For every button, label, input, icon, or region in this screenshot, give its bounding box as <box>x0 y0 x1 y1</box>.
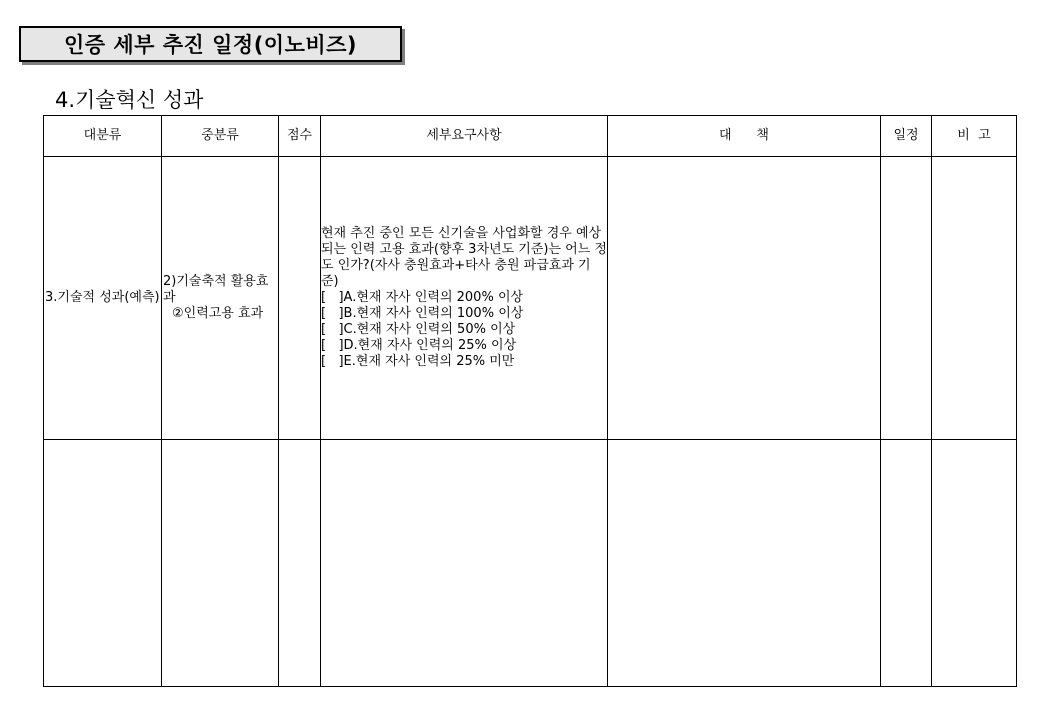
page-title: 인증 세부 추진 일정(이노비즈) <box>19 26 402 62</box>
table-row <box>44 157 1017 440</box>
score-cell <box>279 157 321 440</box>
table-header-row <box>44 116 1017 157</box>
major-category-cell <box>44 157 162 440</box>
measures-cell <box>608 157 881 440</box>
empty-cell <box>321 440 608 687</box>
option-c: [ ]C.현재 자사 인력의 50% 이상 <box>321 322 516 337</box>
column-header-measures: 대 책 <box>608 116 881 157</box>
option-a: [ ]A.현재 자사 인력의 200% 이상 <box>321 290 524 305</box>
major-category-text: 3.기술적 성과(예측) <box>45 290 160 305</box>
column-header-sub-category: 중분류 <box>162 116 279 157</box>
option-e: [ ]E.현재 자사 인력의 25% 미만 <box>321 354 515 369</box>
table-row-empty <box>44 440 1017 687</box>
section-title: 4.기술혁신 성과 <box>55 88 204 112</box>
column-header-score: 점수 <box>279 116 321 157</box>
requirement-question: 현재 추진 중인 모든 신기술을 사업화할 경우 예상되는 인력 고용 효과(향후 3차년도 기준)는 어느 정도 인가?(자사 충원효과+타사 충원 파급효과 기준) <box>321 226 607 289</box>
empty-cell <box>881 440 932 687</box>
empty-cell <box>608 440 881 687</box>
requirements-table <box>43 115 1017 687</box>
empty-cell <box>932 440 1017 687</box>
sub-category-line2: ②인력고용 효과 <box>172 306 264 321</box>
option-b: [ ]B.현재 자사 인력의 100% 이상 <box>321 306 524 321</box>
column-header-major-category: 대분류 <box>44 116 162 157</box>
column-header-requirements: 세부요구사항 <box>321 116 608 157</box>
option-d: [ ]D.현재 자사 인력의 25% 이상 <box>321 338 517 353</box>
empty-cell <box>162 440 279 687</box>
requirements-cell <box>321 157 608 440</box>
schedule-cell <box>881 157 932 440</box>
sub-category-line1: 2)기술축적 활용효과 <box>163 274 269 305</box>
column-header-remarks: 비 고 <box>932 116 1017 157</box>
empty-cell <box>44 440 162 687</box>
sub-category-cell <box>162 157 279 440</box>
remarks-cell <box>932 157 1017 440</box>
column-header-schedule: 일정 <box>881 116 932 157</box>
empty-cell <box>279 440 321 687</box>
